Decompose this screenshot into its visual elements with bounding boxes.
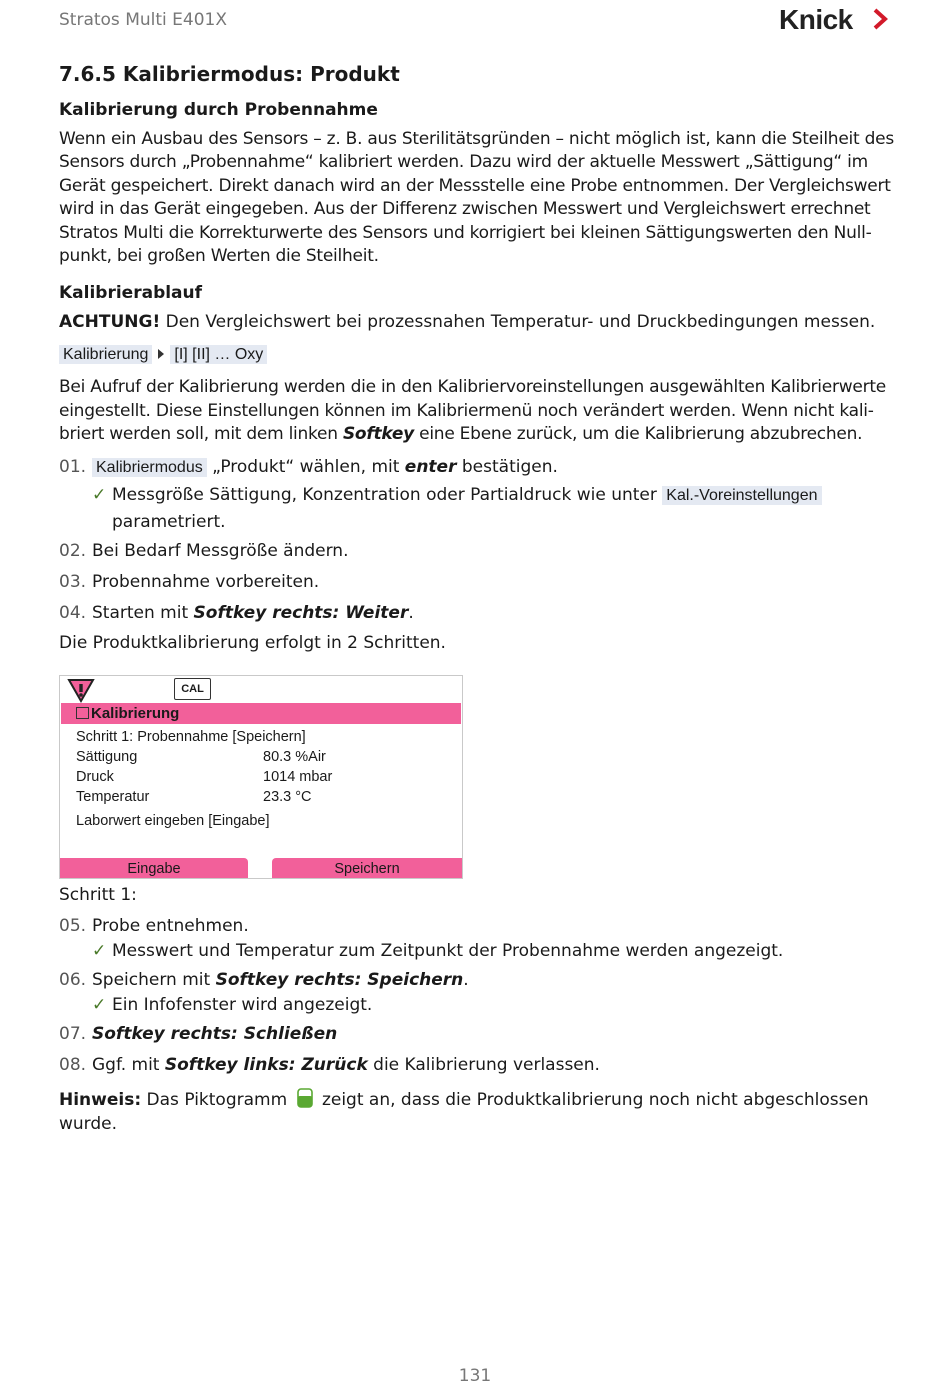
screen-title: Kalibrierung <box>91 705 180 722</box>
section-title: 7.6.5 Kalibriermodus: Produkt <box>59 62 400 86</box>
warning-triangle-icon <box>67 678 95 703</box>
step-03 <box>59 571 894 594</box>
achtung-text: Den Vergleichswert bei prozessnahen Temperatur- und Druckbedingungen messen. <box>160 312 876 333</box>
step-01-result <box>59 482 894 536</box>
step-08 <box>59 1054 894 1077</box>
step-number: 05. <box>59 916 87 937</box>
subheading-kalibrierablauf: Kalibrierablauf <box>59 283 203 304</box>
step-text: Probennahme vorbereiten. <box>92 572 320 593</box>
result-text: Messwert und Temperatur zum Zeitpunkt der Probennahme werden angezeigt. <box>112 941 784 962</box>
row-value: 23.3 °C <box>263 789 312 805</box>
schritt1-label: Schritt 1: <box>59 885 137 905</box>
step-text: Speichern mit <box>92 970 216 991</box>
menu-chip-oxy: [I] [II] … Oxy <box>170 345 267 364</box>
achtung-note <box>59 311 894 334</box>
result-text: Messgröße Sättigung, Konzentration oder Partialdruck wie unter <box>112 485 663 506</box>
softkey-right-button[interactable]: Speichern <box>272 858 462 878</box>
chip-kalibriermodus: Kalibriermodus <box>92 458 207 477</box>
lower-content <box>59 884 894 1136</box>
step-05-result <box>59 938 894 965</box>
menu-path <box>59 343 894 366</box>
step-number: 08. <box>59 1055 87 1076</box>
step-number: 03. <box>59 572 87 593</box>
achtung-label: ACHTUNG! <box>59 312 161 333</box>
step-text: Bei Bedarf Messgröße ändern. <box>92 541 349 562</box>
intro-paragraph: Wenn ein Ausbau des Sensors – z. B. aus Sterilitätsgründen – nicht möglich ist, kann die Steilheit des Sensors durch „Probennahme“ kalibriert werden. Dazu wird der aktuelle Messwert „Sättigung“ im Gerät gespeichert. Direkt danach wird an der Messstelle eine Probe entnommen. Der Vergleichswert wird in das Gerät eingegeben. Aus der Differenz zwischen Messwert und Vergleichswert errechnet Stratos Multi die Korrekturwerte des Sensors und korrigiert bei kleinen Sättigungswerten den Null-punkt, bei großen Werten die Steilheit. <box>59 129 894 267</box>
step-number: 06. <box>59 970 87 991</box>
row-label: Sättigung <box>76 749 138 765</box>
screen-rows <box>76 727 333 831</box>
chevron-right-icon <box>872 8 890 30</box>
step-text: Probe entnehmen. <box>92 916 249 937</box>
hinweis-text: zeigt an, dass die Produktkalibrierung noch nicht abgeschlossen wurde. <box>59 1090 869 1134</box>
page-number: 131 <box>458 1366 492 1386</box>
screen-line-step: Schritt 1: Probennahme [Speichern] <box>76 729 306 745</box>
step-06-result <box>59 992 894 1019</box>
para2-text-c: eine Ebene zurück, um die Kalibrierung abzubrechen. <box>413 424 863 445</box>
subheading-probennahme: Kalibrierung durch Probennahme <box>59 100 378 120</box>
step-text: . <box>463 970 469 991</box>
screen-title-bar <box>61 703 461 724</box>
para2-text-a: Bei Aufruf der Kalibrierung werden die in den Kalibriervoreinstellungen ausgewählten Kalibrierwerte eingestellt. Diese Einstellungen können im Kalibriermenü noch verändert werden. Wenn nicht kali-briert werden soll, mit dem linken <box>59 377 886 445</box>
hinweis-label: Hinweis: <box>59 1090 142 1111</box>
chip-kal-voreinstellungen: Kal.-Voreinstellungen <box>662 486 821 505</box>
softkey-left-button[interactable]: Eingabe <box>60 858 248 878</box>
step-06 <box>59 969 894 992</box>
checkmark-icon: ✓ <box>92 941 107 962</box>
step-01 <box>59 456 894 479</box>
step-07 <box>59 1023 894 1046</box>
row-value: 80.3 %Air <box>263 749 326 765</box>
step-text: Starten mit <box>92 603 194 624</box>
screen-row <box>76 787 312 807</box>
header-title: Stratos Multi E401X <box>59 10 227 30</box>
step-number: 07. <box>59 1024 87 1045</box>
step-04 <box>59 602 894 625</box>
screen-row <box>76 747 326 767</box>
menu-chip-kalibrierung: Kalibrierung <box>59 345 152 364</box>
step-key: Softkey rechts: Speichern <box>215 970 464 991</box>
checkmark-icon: ✓ <box>92 995 107 1016</box>
main-content <box>59 60 894 656</box>
step-number: 04. <box>59 603 87 624</box>
device-screen <box>59 675 463 879</box>
step-text: . <box>408 603 414 624</box>
step-key: Softkey rechts: Weiter <box>193 603 409 624</box>
row-label: Druck <box>76 769 114 785</box>
cal-badge: CAL <box>174 678 211 700</box>
step-05 <box>59 915 894 938</box>
screen-row <box>76 767 333 787</box>
brand-logo: Knick <box>779 4 853 35</box>
step-number: 02. <box>59 541 87 562</box>
hinweis-note <box>59 1088 894 1136</box>
row-value: 1014 mbar <box>263 769 333 785</box>
step-key: Softkey rechts: Schließen <box>92 1024 338 1045</box>
step-key: enter <box>404 457 457 478</box>
checkmark-icon: ✓ <box>92 485 107 506</box>
screen-line-laborwert: Laborwert eingeben [Eingabe] <box>76 813 270 829</box>
step-text: die Kalibrierung verlassen. <box>367 1055 600 1076</box>
step-text: „Produkt“ wählen, mit <box>206 457 405 478</box>
beaker-pictogram-icon <box>295 1088 315 1108</box>
para2-softkey: Softkey <box>342 424 414 445</box>
step-text: Ggf. mit <box>92 1055 165 1076</box>
calibration-paragraph <box>59 376 894 446</box>
sensor-channel-icon <box>76 707 89 719</box>
hinweis-text: Das Piktogramm <box>141 1090 293 1111</box>
triangle-right-icon <box>158 349 164 359</box>
two-steps-note: Die Produktkalibrierung erfolgt in 2 Schritten. <box>59 633 446 654</box>
result-text-end: parametriert. <box>112 512 226 533</box>
step-text: bestätigen. <box>456 457 558 478</box>
step-number: 01. <box>59 457 87 478</box>
row-label: Temperatur <box>76 789 150 805</box>
step-key: Softkey links: Zurück <box>164 1055 368 1076</box>
step-02 <box>59 540 894 563</box>
result-text: Ein Infofenster wird angezeigt. <box>112 995 373 1016</box>
